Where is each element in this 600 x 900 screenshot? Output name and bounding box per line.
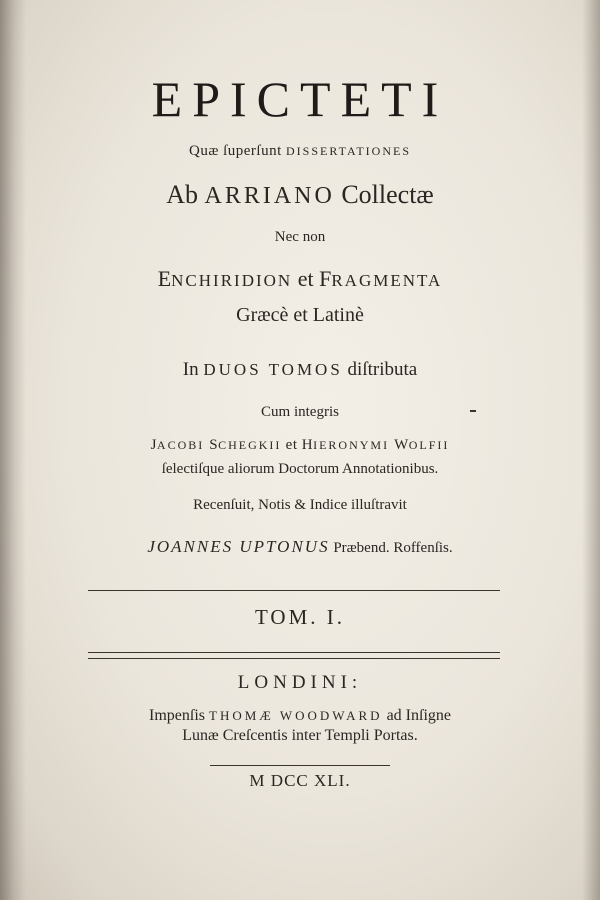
- editor-name-line: [20, 537, 580, 557]
- fragmenta-initial: F: [319, 266, 332, 291]
- arrian-line: [20, 180, 580, 210]
- enchiridion-rest: NCHIRIDION: [171, 271, 293, 290]
- schegkii-initial: S: [209, 437, 219, 453]
- nec-non-line: Nec non: [274, 229, 326, 245]
- publisher-line: [20, 707, 580, 725]
- publisher-post: ad Inſigne: [382, 707, 451, 724]
- editor-title: Præbend. Roffenſis.: [329, 540, 453, 556]
- arrian-pre: Ab: [166, 180, 205, 209]
- publication-date: M DCC XLI.: [249, 771, 351, 790]
- subtitle-line: [20, 143, 580, 160]
- rule-short: [210, 765, 390, 766]
- page-edge-shadow: [582, 0, 600, 900]
- duos-caps: DUOS TOMOS: [203, 360, 343, 379]
- doctorum-line: ſelectiſque aliorum Doctorum Annotationibus.: [161, 461, 439, 477]
- place-of-publication: LONDINI:: [237, 672, 363, 693]
- tome-number: TOM. I.: [254, 605, 346, 629]
- rule-top: [88, 590, 500, 591]
- jacobi-initial: J: [150, 437, 157, 453]
- enchiridion-line: [20, 266, 580, 292]
- book-title: EPICTETI: [151, 71, 449, 127]
- arrian-post: Collectæ: [334, 180, 434, 209]
- duos-tomos-line: [20, 359, 580, 381]
- schegkii-rest: CHEGKII: [218, 438, 282, 452]
- subtitle-caps: DISSERTATIONES: [286, 144, 411, 158]
- subtitle-pre: Quæ ſuperſunt: [189, 143, 286, 159]
- publisher-pre: Impenſis: [149, 707, 209, 724]
- cum-integris-line: Cum integris: [261, 404, 339, 420]
- arrian-name: ARRIANO: [204, 183, 335, 209]
- graece-latine-line: Græcè et Latinè: [236, 304, 364, 326]
- wolfii-rest: OLFII: [408, 438, 450, 452]
- wolfii-initial: W: [394, 437, 409, 453]
- hieronymi-rest: IERONYMI: [313, 438, 395, 452]
- publisher-address: Lunæ Creſcentis inter Templi Portas.: [182, 727, 418, 744]
- recensuit-line: Recenſuit, Notis & Indice illuſtravit: [193, 497, 407, 513]
- editors-line: [20, 437, 580, 454]
- et-word: et: [292, 266, 320, 291]
- editor-name: JOANNES UPTONUS: [147, 537, 330, 556]
- publisher-name: THOMÆ WOODWARD: [209, 708, 383, 723]
- rule-double-upper: [88, 652, 500, 653]
- duos-pre: In: [182, 359, 204, 380]
- et-word-2: et: [281, 437, 302, 453]
- rule-double-lower: [88, 658, 500, 659]
- hieronymi-initial: H: [301, 437, 314, 453]
- fragmenta-rest: RAGMENTA: [331, 271, 443, 290]
- duos-post: diſtributa: [342, 359, 418, 380]
- jacobi-rest: ACOBI: [156, 438, 210, 452]
- enchiridion-initial: E: [157, 266, 172, 291]
